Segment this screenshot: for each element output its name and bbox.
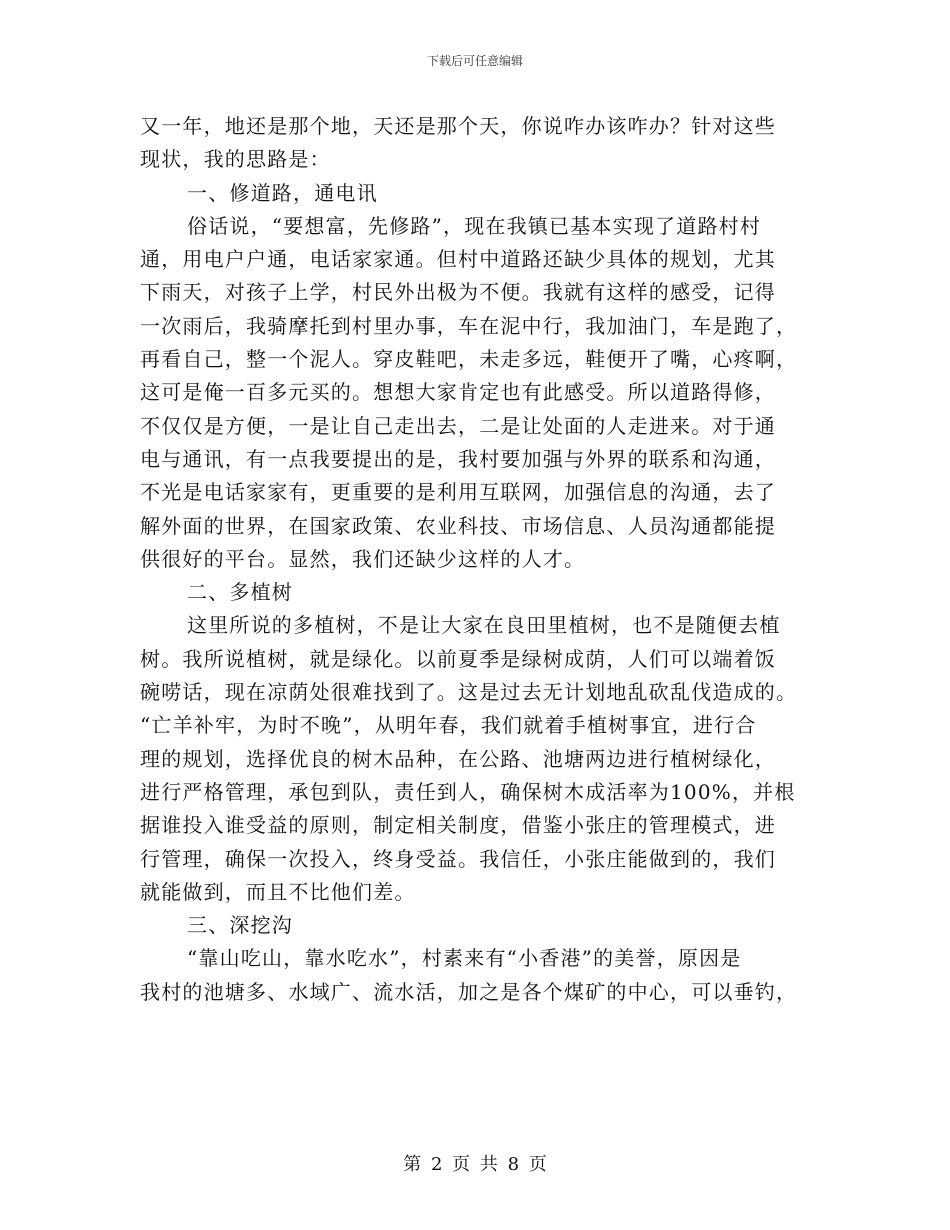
text-line: 树。我所说植树，就是绿化。以前夏季是绿树成荫，人们可以端着饭 bbox=[140, 646, 776, 671]
page-header: 下载后可任意编辑 bbox=[426, 54, 523, 68]
text-line: 又一年，地还是那个地，天还是那个天，你说咋办该咋办？针对这些 bbox=[140, 114, 776, 138]
text-line: 理的规划，选择优良的树木品种，在公路、池塘两边进行植树绿化， bbox=[140, 746, 776, 771]
text-line: 通，用电户户通，电话家家通。但村中道路还缺少具体的规划，尤其 bbox=[140, 247, 776, 272]
section-heading-ditches: 三、深挖沟 bbox=[187, 913, 293, 938]
text-line: 俗话说，“要想富，先修路”，现在我镇已基本实现了道路村村 bbox=[187, 213, 762, 238]
text-line: 据谁投入谁受益的原则，制定相关制度，借鉴小张庄的管理模式，进 bbox=[140, 813, 776, 838]
page-number-footer: 第 2 页 共 8 页 bbox=[403, 1154, 547, 1175]
text-line: 解外面的世界，在国家政策、农业科技、市场信息、人员沟通都能提 bbox=[140, 513, 776, 538]
text-line: 进行严格管理，承包到队，责任到人，确保树木成活率为100%，并根 bbox=[140, 779, 796, 804]
text-line: 现状，我的思路是： bbox=[140, 147, 331, 172]
text-line: 行管理，确保一次投入，终身受益。我信任，小张庄能做到的，我们 bbox=[140, 846, 776, 871]
text-line: 这里所说的多植树，不是让大家在良田里植树，也不是随便去植 bbox=[187, 613, 781, 638]
document-body bbox=[140, 110, 815, 1009]
text-line: “亡羊补牢，为时不晚”，从明年春，我们就着手植树事宜，进行合 bbox=[140, 713, 757, 738]
text-line: “靠山吃山，靠水吃水”，村素来有“小香港”的美誉，原因是 bbox=[187, 946, 742, 971]
text-line: 就能做到，而且不比他们差。 bbox=[140, 879, 416, 904]
text-line: 我村的池塘多、水域广、流水活，加之是各个煤矿的中心，可以垂钓， bbox=[140, 979, 798, 1004]
text-line: 一次雨后，我骑摩托到村里办事，车在泥中行，我加油门，车是跑了， bbox=[140, 313, 798, 338]
section-heading-roads: 一、修道路，通电讯 bbox=[187, 180, 378, 205]
text-line: 碗唠话，现在凉荫处很难找到了。这是过去无计划地乱砍乱伐造成的。 bbox=[140, 680, 798, 705]
section-heading-trees: 二、多植树 bbox=[187, 580, 293, 605]
text-line: 不仅仅是方便，一是让自己走出去，二是让处面的人走进来。对于通 bbox=[140, 413, 776, 438]
text-line: 供很好的平台。显然，我们还缺少这样的人才。 bbox=[140, 546, 586, 571]
text-line: 电与通讯，有一点我要提出的是，我村要加强与外界的联系和沟通， bbox=[140, 446, 776, 471]
text-line: 再看自己，整一个泥人。穿皮鞋吧，未走多远，鞋便开了嘴，心疼啊， bbox=[140, 347, 798, 372]
text-line: 下雨天，对孩子上学，村民外出极为不便。我就有这样的感受，记得 bbox=[140, 280, 776, 305]
text-line: 不光是电话家家有，更重要的是利用互联网，加强信息的沟通，去了 bbox=[140, 480, 776, 505]
text-line: 这可是俺一百多元买的。想想大家肯定也有此感受。所以道路得修， bbox=[140, 380, 776, 405]
